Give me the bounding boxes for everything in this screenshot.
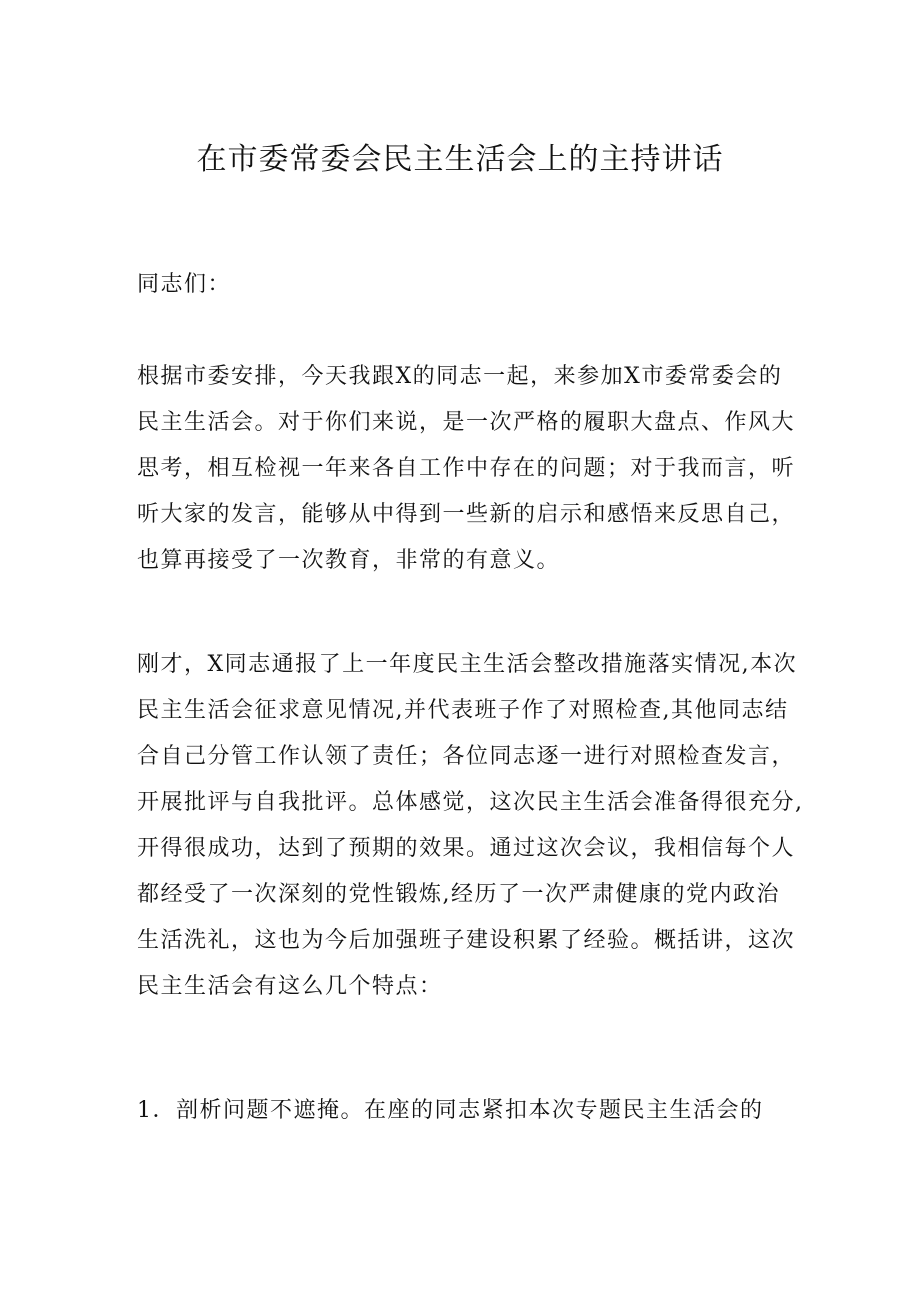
paragraph-line: 合自己分管工作认领了责任；各位同志逐一进行对照检查发言， — [137, 744, 796, 769]
paragraph-line: 听大家的发言，能够从中得到一些新的启示和感悟来反思自己， — [137, 502, 796, 527]
paragraph-line: 开得很成功，达到了预期的效果。通过这次会议，我相信每个人 — [137, 836, 796, 861]
paragraph-line: 1．剖析问题不遮掩。在座的同志紧扣本次专题民主生活会的 — [137, 1098, 764, 1123]
paragraph-1 — [137, 354, 807, 584]
paragraph-3 — [137, 1088, 807, 1134]
paragraph-line: 民主生活会征求意见情况,并代表班子作了对照检查,其他同志结 — [137, 698, 789, 723]
document-title: 在市委常委会民主生活会上的主持讲话 — [196, 142, 724, 177]
paragraph-line: 开展批评与自我批评。总体感觉，这次民主生活会准备得很充分, — [137, 790, 804, 815]
paragraph-line: 都经受了一次深刻的党性锻炼,经历了一次严肃健康的党内政治 — [137, 882, 780, 907]
paragraph-line: 民主生活会。对于你们来说，是一次严格的履职大盘点、作风大 — [137, 410, 796, 435]
paragraph-line: 思考，相互检视一年来各自工作中存在的问题；对于我而言，听 — [137, 456, 796, 481]
paragraph-line: 根据市委安排，今天我跟X的同志一起，来参加X市委常委会的 — [137, 364, 783, 389]
greeting: 同志们： — [137, 272, 232, 297]
paragraph-line: 也算再接受了一次教育，非常的有意义。 — [137, 548, 561, 573]
paragraph-line: 刚才，X同志通报了上一年度民主生活会整改措施落实情况,本次 — [137, 652, 798, 677]
paragraph-line: 生活洗礼，这也为今后加强班子建设积累了经验。概括讲，这次 — [137, 928, 796, 953]
paragraph-2 — [137, 642, 807, 1010]
paragraph-line: 民主生活会有这么几个特点： — [137, 974, 443, 999]
